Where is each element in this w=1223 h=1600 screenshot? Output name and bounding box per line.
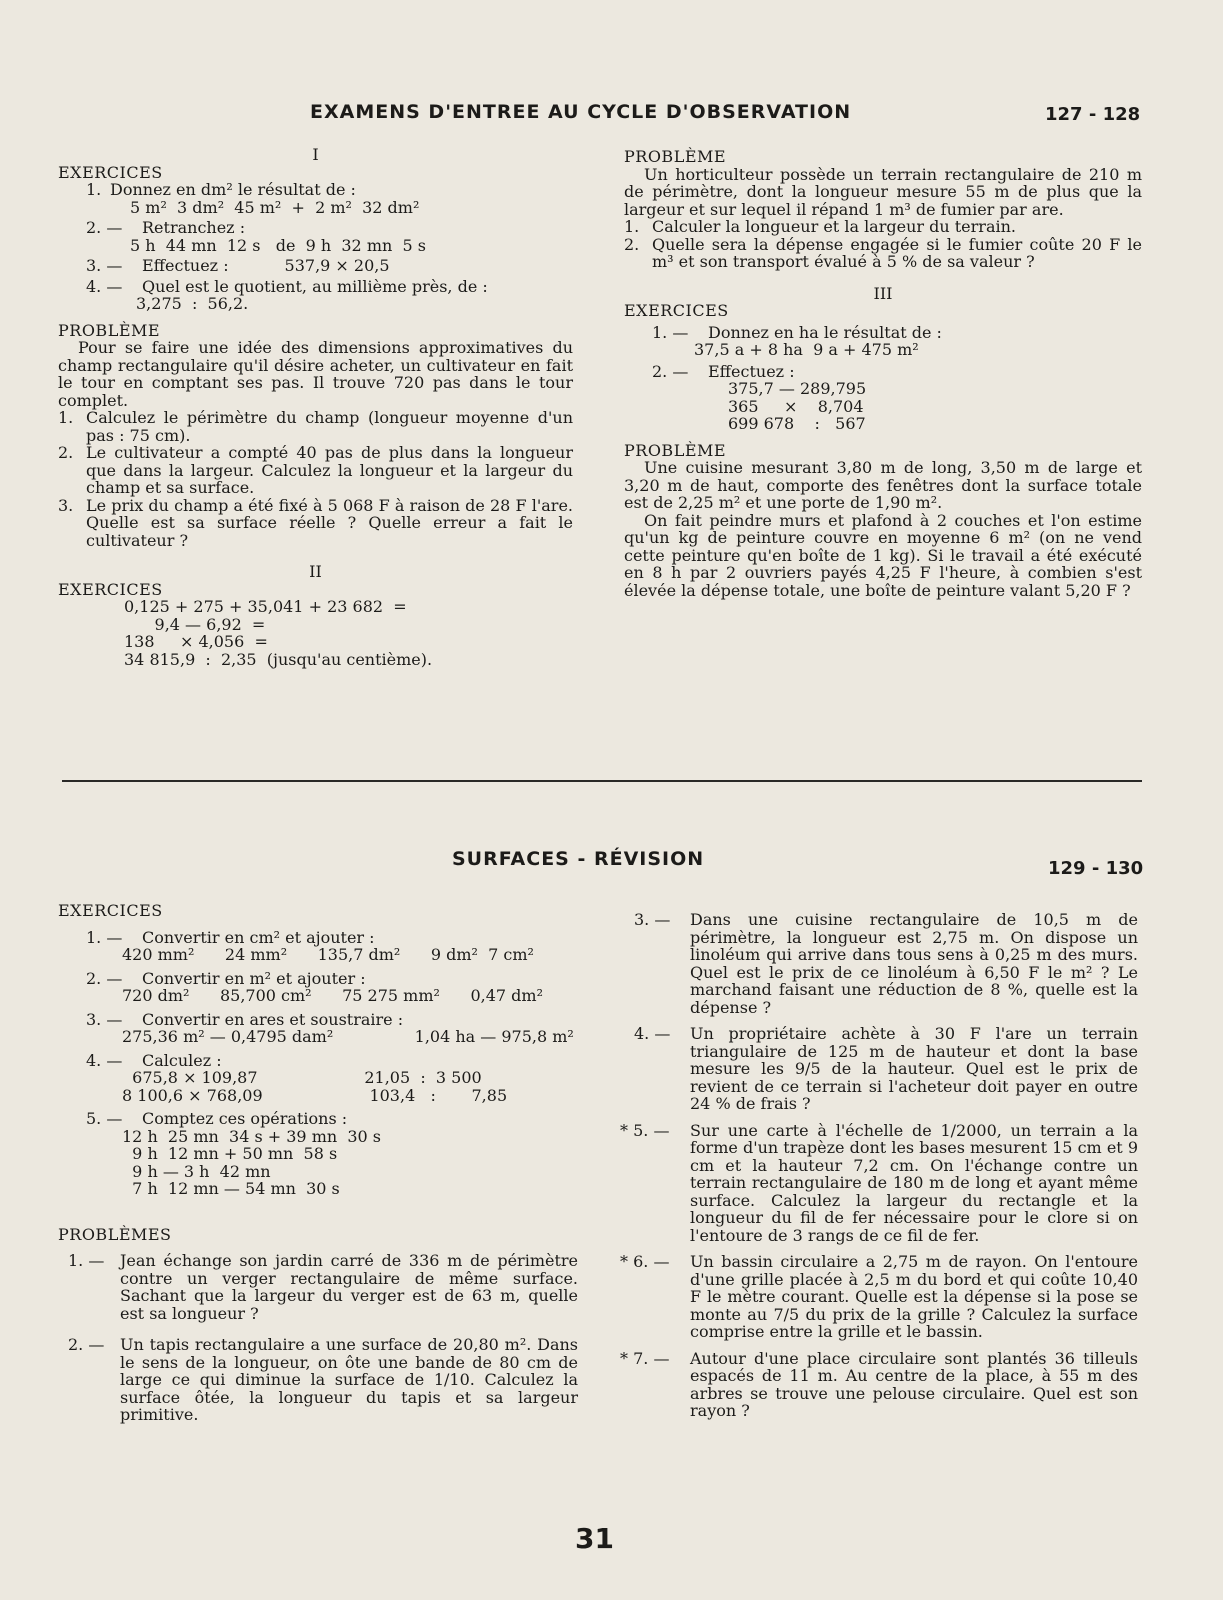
- exercise-line: 3,275 : 56,2.: [136, 294, 249, 313]
- exercise-item: 4. — Quel est le quotient, au millième près, de :: [86, 276, 488, 296]
- page-range-bottom: 129 - 130: [1048, 858, 1144, 879]
- operation-line: 0,125 + 275 + 35,041 + 23 682 =: [124, 597, 407, 616]
- exercices-heading: EXERCICES: [624, 301, 729, 320]
- roman-heading-2: II: [309, 562, 322, 581]
- exercise-line: 37,5 a + 8 ha 9 a + 475 m²: [694, 340, 919, 359]
- operation-line: 34 815,9 : 2,35 (jusqu'au centième).: [124, 649, 433, 669]
- operation-line: 375,7 — 289,795: [728, 379, 867, 398]
- exercise-line: 275,36 m² — 0,4795 dam² 1,04 ha — 975,8 m²: [122, 1027, 574, 1046]
- exercices-heading: EXERCICES: [58, 579, 163, 599]
- exercise-item: 3. — Effectuez : 537,9 × 20,5: [86, 256, 390, 275]
- exercise-line: 675,8 × 109,87 21,05 : 3 500: [122, 1068, 482, 1087]
- top-left-column: [58, 146, 573, 668]
- operation-line: 365 × 8,704: [728, 396, 864, 416]
- problem-item: * 7. — Autour d'une place circulaire sont plantés 36 tilleuls espacés de 11 m. Au centre de la place, à 55 m des arbres se trouve une pelouse circulaire. Quel est son rayon ?: [620, 1348, 1138, 1420]
- operation-line: 699 678 : 567: [728, 414, 866, 433]
- page-range-top: 127 - 128: [1045, 104, 1141, 125]
- section-divider: [62, 780, 1142, 782]
- exercise-item: 1. — Donnez en ha le résultat de :: [652, 322, 942, 342]
- probleme-heading: PROBLÈME: [624, 147, 727, 166]
- exercise-item: 1. Donnez en dm² le résultat de :: [86, 180, 356, 199]
- problem-item: * 5. — Sur une carte à l'échelle de 1/2000, un terrain a la forme d'un trapèze dont les bases mesurent 15 cm et 9 cm et la hauteur 7,2 cm. On l'échange contre un terrain rectangulaire de 180 m de long et ayant même surface. Calculez la largeur du rectangle et la longueur du fil de fer nécessaire pour le clore si on l'entoure de 3 rangs de ce fil de fer.: [620, 1120, 1138, 1245]
- problem-item: 2. — Un tapis rectangulaire a une surface de 20,80 m². Dans le sens de la longueur, on ôte une bande de 80 cm de large ce qui diminue la surface de 1/10. Calculez la surface ôtée, la longueur du tapis et sa largeur primitive.: [68, 1335, 578, 1424]
- exercices-heading: EXERCICES: [58, 162, 163, 182]
- page-number: 31: [575, 1522, 614, 1555]
- problemes-heading: PROBLÈMES: [58, 1224, 172, 1244]
- exercise-line: 5 h 44 mn 12 s de 9 h 32 mn 5 s: [130, 235, 426, 255]
- exercise-item: 2. — Effectuez :: [652, 361, 795, 381]
- problem-item: 2. Le cultivateur a compté 40 pas de plus dans la longueur que dans la largeur. Calculez la longueur et la largeur du champ et sa surface.: [58, 443, 573, 497]
- exercise-item: 2. — Convertir en m² et ajouter :: [86, 968, 366, 988]
- section-title-bottom: SURFACES - RÉVISION: [452, 848, 705, 870]
- exercise-line: 5 m² 3 dm² 45 m² + 2 m² 32 dm²: [130, 197, 420, 217]
- problem-item: 1. — Jean échange son jardin carré de 336 m de périmètre contre un verger rectangulaire de même surface. Sachant que la largeur du verger est de 63 m, quelle est sa longueur ?: [68, 1251, 578, 1323]
- roman-heading-3: III: [873, 283, 893, 303]
- exercise-item: 5. — Comptez ces opérations :: [86, 1109, 348, 1128]
- exercise-line: 12 h 25 mn 34 s + 39 mn 30 s: [122, 1126, 381, 1146]
- exercise-line: 8 100,6 × 768,09 103,4 : 7,85: [122, 1085, 508, 1105]
- problem-item: 1. Calculez le périmètre du champ (longueur moyenne d'un pas : 75 cm).: [58, 408, 573, 445]
- problem-item: 2. Quelle sera la dépense engagée si le fumier coûte 20 F le m³ et son transport évalué à 5 % de sa valeur ?: [624, 234, 1142, 271]
- exercise-line: 420 mm² 24 mm² 135,7 dm² 9 dm² 7 cm²: [122, 945, 534, 964]
- exercise-line: 720 dm² 85,700 cm² 75 275 mm² 0,47 dm²: [122, 986, 543, 1005]
- problem-item: 1. Calculer la longueur et la largeur du terrain.: [624, 217, 1016, 236]
- problem-item: 4. — Un propriétaire achète à 30 F l'are un terrain triangulaire de 125 m de hauteur et dont la base mesure les 9/5 de la hauteur. Quel est le prix de revient de ce terrain si l'acheteur doit payer en outre 24 % de frais ?: [634, 1024, 1138, 1113]
- exercise-item: 3. — Convertir en ares et soustraire :: [86, 1009, 404, 1029]
- top-right-column: [624, 148, 1142, 599]
- bottom-left-column: [58, 902, 578, 1424]
- exercise-line: 7 h 12 mn — 54 mn 30 s: [122, 1179, 340, 1198]
- exercise-item: 4. — Calculez :: [86, 1050, 222, 1070]
- section-title-top: EXAMENS D'ENTREE AU CYCLE D'OBSERVATION: [310, 101, 852, 123]
- roman-heading-1: I: [312, 145, 319, 164]
- problem-item: 3. Le prix du champ a été fixé à 5 068 F à raison de 28 F l'are. Quelle est sa surface réelle ? Quelle erreur a fait le cultivateur ?: [58, 495, 573, 550]
- problem-item: 3. — Dans une cuisine rectangulaire de 10,5 m de périmètre, la longueur est 2,75 m. On dispose un linoléum qui arrive dans tous sens à 0,25 m des murs. Quel est le prix de ce linoléum à 6,50 F le m² ? Le marchand faisant une réduction de 8 %, quelle est la dépense ?: [634, 910, 1138, 1017]
- bottom-right-column: [620, 911, 1138, 1420]
- exercise-line: 9 h — 3 h 42 mn: [122, 1161, 271, 1181]
- problem-text: Une cuisine mesurant 3,80 m de long, 3,50 m de large et 3,20 m de haut, comporte des fenêtres dont la surface totale est de 2,25 m² et une porte de 1,90 m².: [624, 458, 1142, 512]
- operation-line: 9,4 — 6,92 =: [124, 614, 266, 634]
- exercise-item: 1. — Convertir en cm² et ajouter :: [86, 927, 375, 947]
- exercise-line: 9 h 12 mn + 50 mn 58 s: [122, 1144, 338, 1163]
- problem-text: Un horticulteur possède un terrain rectangulaire de 210 m de périmètre, dont la longueur mesure 55 m de plus que la largeur et sur lequel il répand 1 m³ de fumier par are.: [624, 164, 1142, 219]
- exercise-item: 2. — Retranchez :: [86, 218, 246, 237]
- problem-item: * 6. — Un bassin circulaire a 2,75 m de rayon. On l'entoure d'une grille placée à 2,5 m du bord et qui coûte 10,40 F le mètre courant. Quelle est la dépense si la pose se monte au 7/5 du prix de la grille ? Calculez la surface comprise entre la grille et le bassin.: [620, 1252, 1138, 1341]
- exercices-heading: EXERCICES: [58, 901, 163, 920]
- probleme-heading: PROBLÈME: [58, 320, 161, 340]
- problem-text: On fait peindre murs et plafond à 2 couches et l'on estime qu'un kg de peinture couvre en moyenne 6 m² (on ne vend cette peinture qu'en boîte de 1 kg). Si le travail a été exécuté en 8 h par 2 ouvriers payés 4,25 F l'heure, à combien s'est élevée la dépense totale, une boîte de peinture valant 5,20 F ?: [624, 510, 1142, 600]
- problem-text: Pour se faire une idée des dimensions approximatives du champ rectangulaire qu'il désire acheter, un cultivateur en fait le tour en comptant ses pas. Il trouve 720 pas dans le tour complet.: [58, 338, 573, 410]
- operation-line: 138 × 4,056 =: [124, 632, 268, 651]
- probleme-heading: PROBLÈME: [624, 440, 727, 460]
